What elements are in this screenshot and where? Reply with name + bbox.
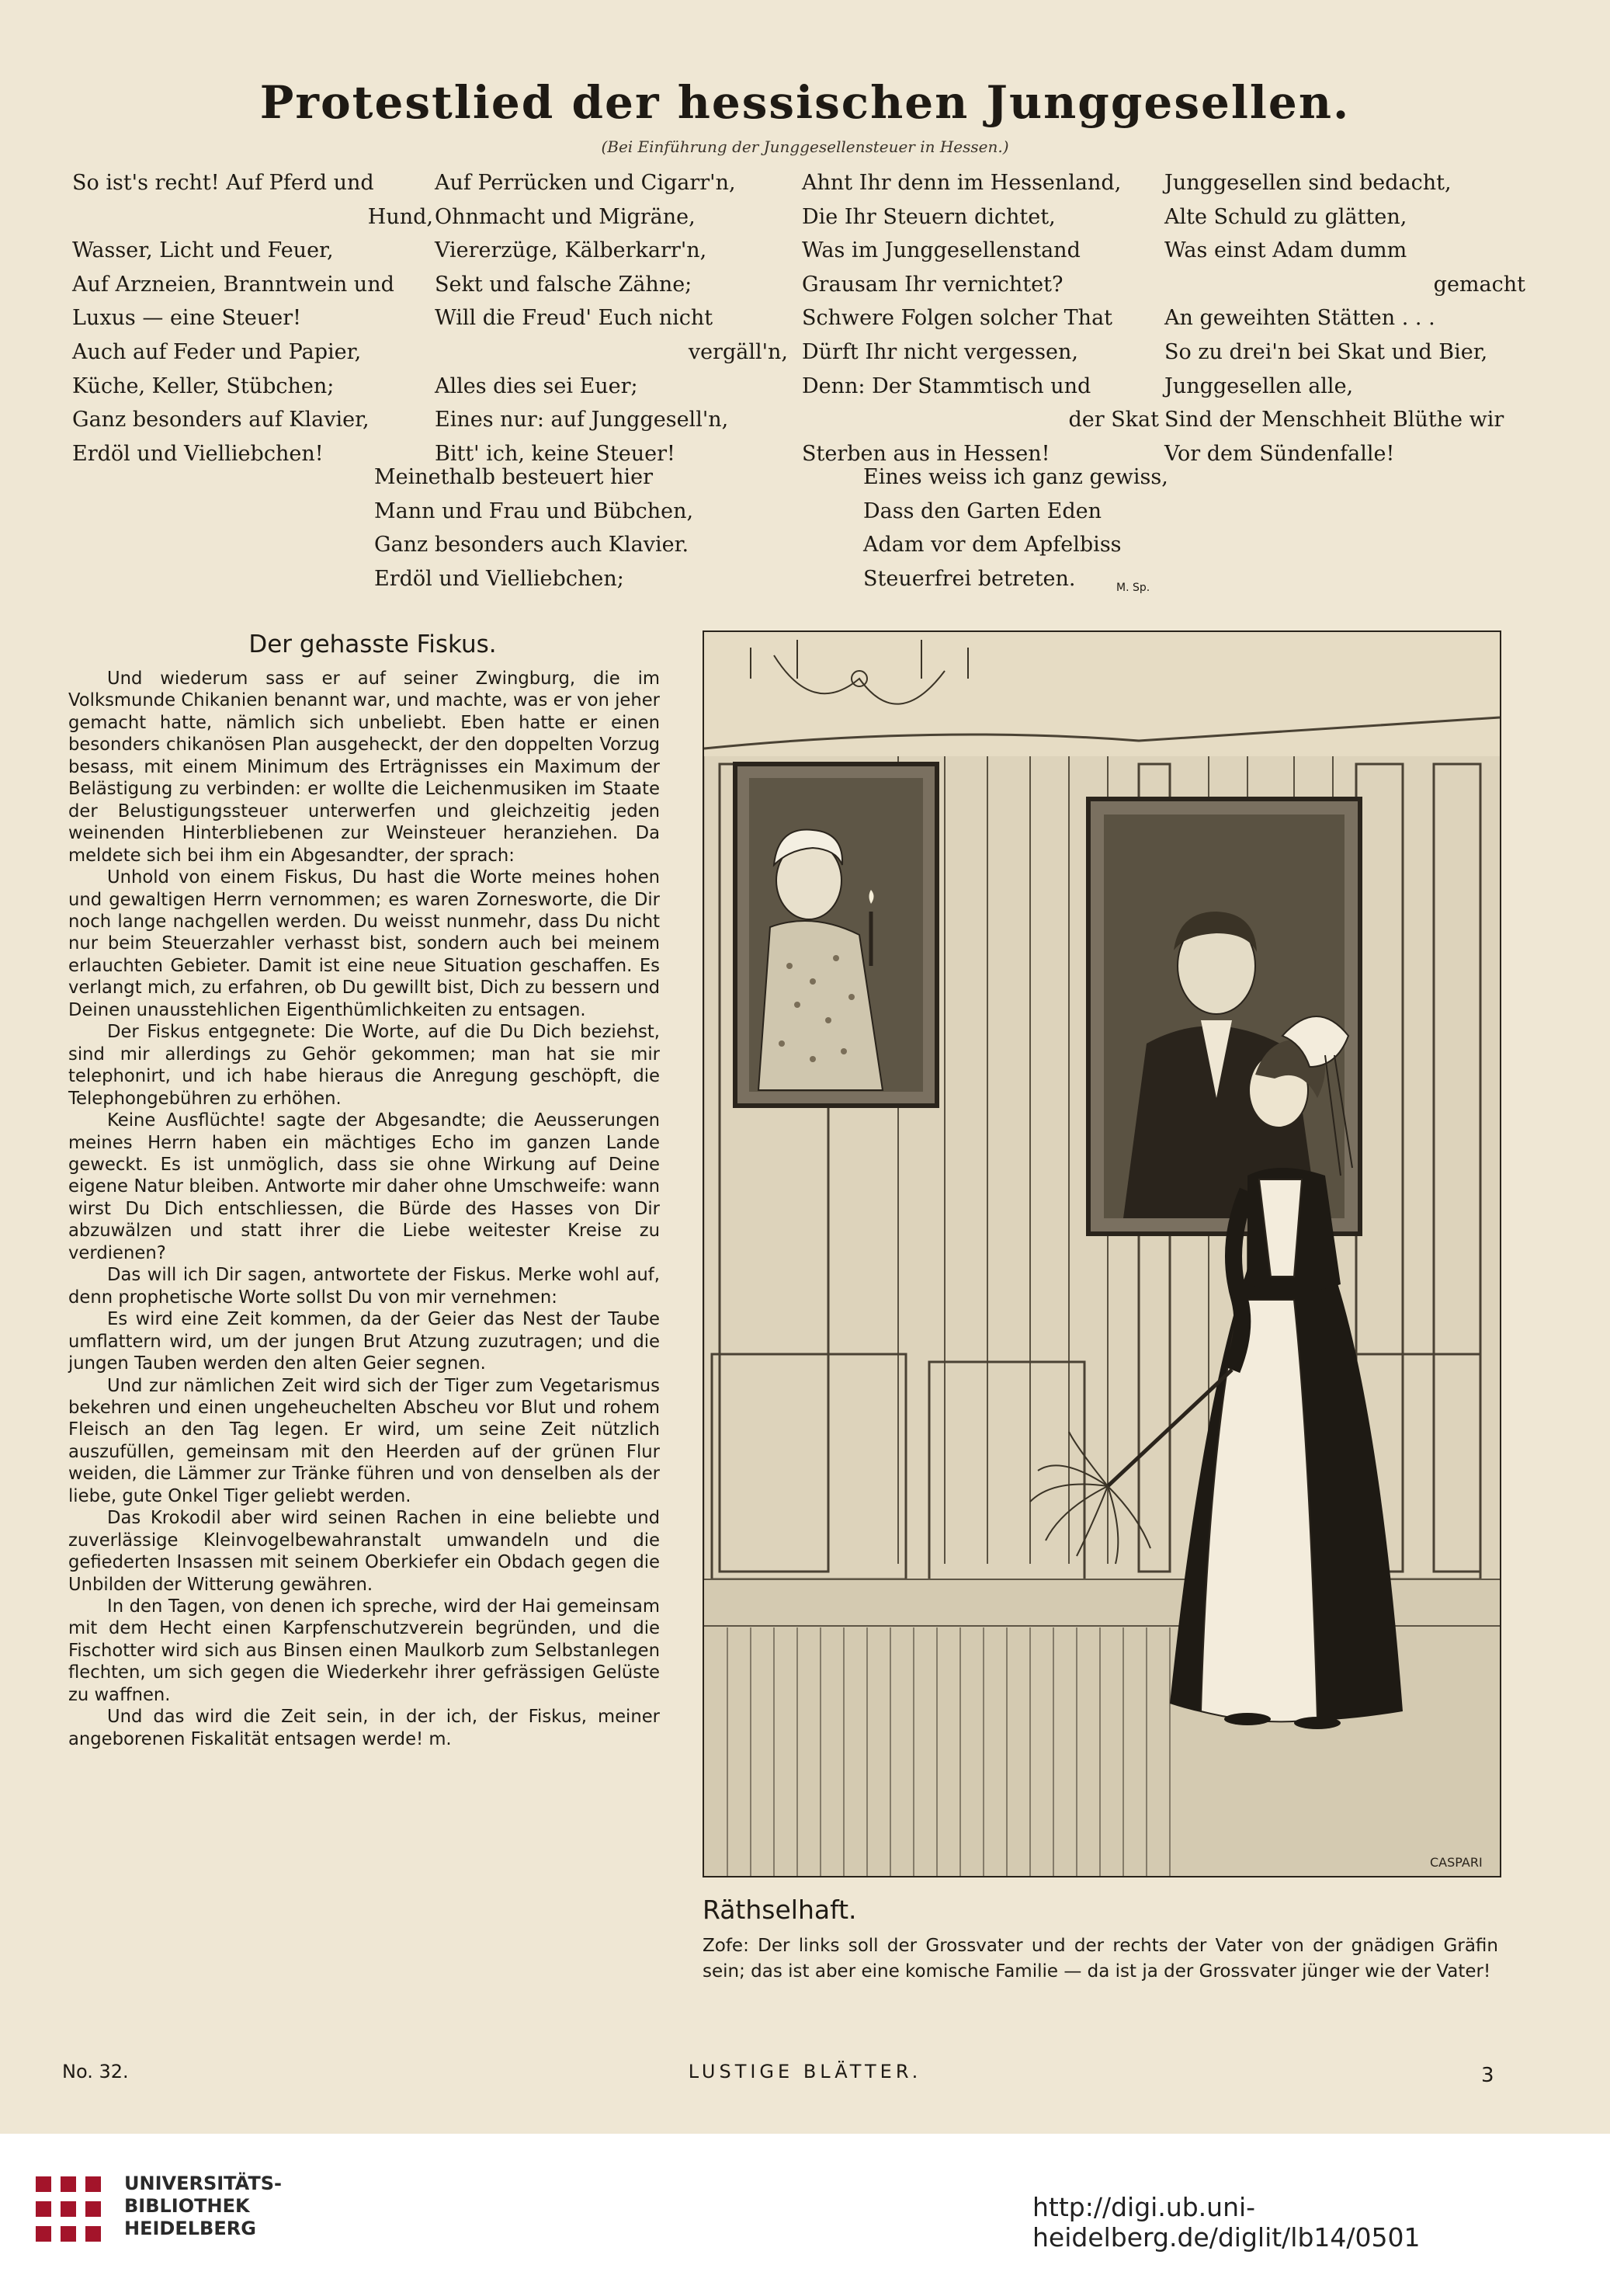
poem-line: Hund, (367, 204, 433, 229)
poem-line: Ganz besonders auf Klavier, (72, 408, 370, 432)
poem-line: Junggesellen sind bedacht, (1164, 171, 1452, 195)
article-body (68, 668, 660, 1750)
poem-title: Protestlied der hessischen Junggesellen. (259, 76, 1351, 129)
poem-line: Schwere Folgen solcher That (802, 306, 1113, 331)
poem-line: Was einst Adam dumm (1164, 238, 1407, 263)
poem-subtitle: (Bei Einführung der Junggesellensteuer in Hessen.) (601, 137, 1009, 156)
poem-line: vergäll'n, (688, 339, 788, 364)
poem-signature: M. Sp. (1116, 582, 1150, 594)
poem-stanza-4 (1164, 166, 1525, 471)
article-paragraph: Das Krokodil aber wird seinen Rachen in eine beliebte und zuverlässige Kleinvogelbewahranstalt umwandeln und die gefiederten Insassen mit seinem Oberkiefer ein Obdach gegen die Unbilden der Witterung gewähren. (68, 1508, 660, 1595)
cartoon-drawing (704, 632, 1500, 1876)
poem-line: Grausam Ihr vernichtet? (802, 272, 1064, 297)
poem-line: Auf Arzneien, Branntwein und (72, 272, 394, 297)
library-name (124, 2173, 282, 2240)
poem-line: Denn: Der Stammtisch und (802, 373, 1091, 398)
poem-line: So ist's recht! Auf Pferd und (72, 171, 374, 195)
poem-stanza-1 (72, 166, 433, 471)
poem-line: Meinethalb besteuert hier (374, 465, 654, 489)
poem-line: Steuerfrei betreten. (863, 566, 1076, 591)
article-paragraph: Es wird eine Zeit kommen, da der Geier das Nest der Taube umflattern wird, um der jungen Brut Atzung zuzutragen; und die jungen Tauben werden den alten Geier segnen. (68, 1309, 660, 1374)
magazine-name: LUSTIGE BLÄTTER. (688, 2061, 922, 2082)
article-paragraph: Und das wird die Zeit sein, in der ich, der Fiskus, meiner angeborenen Fiskalität entsagen werde! m. (68, 1707, 660, 1749)
poem-line: Alte Schuld zu glätten, (1164, 204, 1407, 229)
issue-number: No. 32. (62, 2061, 129, 2082)
poem-line: So zu drei'n bei Skat und Bier, (1164, 339, 1488, 364)
poem-line: Eines nur: auf Junggesell'n, (435, 408, 729, 432)
poem-line: Auf Perrücken und Cigarr'n, (435, 171, 736, 195)
poem-line: Küche, Keller, Stübchen; (72, 373, 335, 398)
poem-line: gemacht (1433, 272, 1525, 297)
poem-line: Dürft Ihr nicht vergessen, (802, 339, 1078, 364)
article-paragraph: Und zur nämlichen Zeit wird sich der Tiger zum Vegetarismus bekehren und einen ungeheuchelten Abscheu vor Blut und rohem Fleisch an den Tag legen. Er wird, um seine Zeit nützlich auszufüllen, gemeinsam mit den Heerden auf der grünen Flur weiden, die Lämmer zur Tränke führen und von denselben als der liebe, gute Onkel Tiger geliebt werden. (68, 1375, 660, 1506)
poem-line: Was im Junggesellenstand (802, 238, 1081, 263)
library-logo-icon (28, 2169, 109, 2249)
poem-line: Auch auf Feder und Papier, (72, 339, 362, 364)
poem-line: Erdöl und Vielliebchen; (374, 566, 624, 591)
poem-line: Ahnt Ihr denn im Hessenland, (802, 171, 1122, 195)
poem-line: Die Ihr Steuern dichtet, (802, 204, 1056, 229)
source-url-link[interactable]: http://digi.ub.uni-heidelberg.de/diglit/lb14/0501 (1032, 2192, 1421, 2253)
artist-signature: CASPARI (1430, 1855, 1483, 1870)
article-paragraph: Und wiederum sass er auf seiner Zwingburg, die im Volksmunde Chikanien benannt war, und machte, was er von jeher gemacht hatte, nämlich sich unbeliebt. Eben hatte er einen besonders chikanösen Plan ausgeheckt, der den doppelten Vorzug besass, mit einem Minimum des Erträgnisses ein Maximum der Belästigung zu verbinden: er wollte die Leichenmusiken im Staate der Belustigungssteuer unterwerfen und gleichzeitig jeden weinenden Hinterbliebenen zur Weinsteuer heranziehen. Da meldete sich bei ihm ein Abgesandter, der sprach: (68, 669, 660, 866)
poem-line: Eines weiss ich ganz gewiss, (863, 465, 1168, 489)
poem-line: Bitt' ich, keine Steuer! (435, 441, 675, 466)
article-title: Der gehasste Fiskus. (248, 630, 497, 658)
poem-line: Viererzüge, Kälberkarr'n, (435, 238, 707, 263)
library-name-line: BIBLIOTHEK (124, 2195, 250, 2217)
poem-line: Junggesellen alle, (1164, 373, 1354, 398)
poem-line: An geweihten Stätten . . . (1164, 306, 1435, 331)
article-paragraph: In den Tagen, von denen ich spreche, wird der Hai gemeinsam mit dem Hecht einen Karpfenschutzverein begründen, und die Fischotter wird sich aus Binsen einen Maulkorb zum Selbstanlegen flechten, um sich gegen die Wiederkehr ihrer gefrässigen Gelüste zu waffnen. (68, 1596, 660, 1705)
page-number: 3 (1481, 2064, 1494, 2087)
caption-text: Zofe: Der links soll der Grossvater und der rechts der Vater von der gnädigen Gräfin sein; das ist aber eine komische Familie — da ist ja der Grossvater jünger wie der Vater! (703, 1936, 1498, 1982)
poem-line: Mann und Frau und Bübchen, (374, 498, 694, 523)
library-name-line: UNIVERSITÄTS- (124, 2173, 283, 2194)
poem-stanza-2 (435, 166, 788, 471)
poem-line: Erdöl und Vielliebchen! (72, 441, 324, 466)
poem-line: Sterben aus in Hessen! (802, 441, 1050, 466)
poem-stanza-5 (374, 460, 747, 596)
poem-line: Ohnmacht und Migräne, (435, 204, 696, 229)
poem-line: Will die Freud' Euch nicht (435, 306, 713, 331)
caption-title: Räthselhaft. (703, 1895, 857, 1925)
poem-line: Dass den Garten Eden (863, 498, 1102, 523)
article-paragraph: Der Fiskus entgegnete: Die Worte, auf die Du Dich beziehst, sind mir allerdings zu Gehör gekommen; man hat sie mir telephonirt, und ich habe hieraus die Anregung geschöpft, die Telephongebühren zu erhöhen. (68, 1022, 660, 1109)
cartoon-illustration (703, 630, 1501, 1877)
article-paragraph: Keine Ausflüchte! sagte der Abgesandte; die Aeusserungen meines Herrn haben ein mächtiges Echo im ganzen Lande geweckt. Es ist unmöglich, dass sie ohne Wirkung auf Deine eigene Natur bleiben. Antworte mir daher ohne Umschweife: wann wirst Du Dich entschliessen, die Bürde des Hasses von Dir abzuwälzen und statt ihrer die Liebe weitester Kreise zu verdienen? (68, 1110, 660, 1263)
library-name-line: HEIDELBERG (124, 2218, 256, 2239)
poem-line: Sind der Menschheit Blüthe wir (1164, 408, 1504, 432)
poem-line: Wasser, Licht und Feuer, (72, 238, 334, 263)
article-paragraph: Unhold von einem Fiskus, Du hast die Worte meines hohen und gewaltigen Herrn vernommen; es waren Zornesworte, die Dir noch lange nachgellen werden. Du weisst nunmehr, dass Du nicht nur beim Steuerzahler verhasst bist, sondern auch bei meinem erlauchten Gebieter. Damit ist eine neue Situation geschaffen. Es verlangt mich, zu erfahren, ob Du gewillt bist, Dich zu bessern und Deinen unausstehlichen Eigenthümlichkeiten zu entsagen. (68, 867, 660, 1020)
poem-line: Luxus — eine Steuer! (72, 306, 301, 331)
poem-line: Sekt und falsche Zähne; (435, 272, 692, 297)
poem-line: der Skat (1068, 408, 1159, 432)
article-paragraph: Das will ich Dir sagen, antwortete der Fiskus. Merke wohl auf, denn prophetische Worte sollst Du von mir vernehmen: (68, 1265, 660, 1308)
poem-line: Adam vor dem Apfelbiss (863, 533, 1122, 558)
poem-line: Vor dem Sündenfalle! (1164, 441, 1395, 466)
poem-line: Ganz besonders auch Klavier. (374, 533, 689, 558)
poem-stanza-6 (863, 460, 1236, 596)
poem-line: Alles dies sei Euer; (435, 373, 638, 398)
poem-stanza-3 (802, 166, 1159, 471)
